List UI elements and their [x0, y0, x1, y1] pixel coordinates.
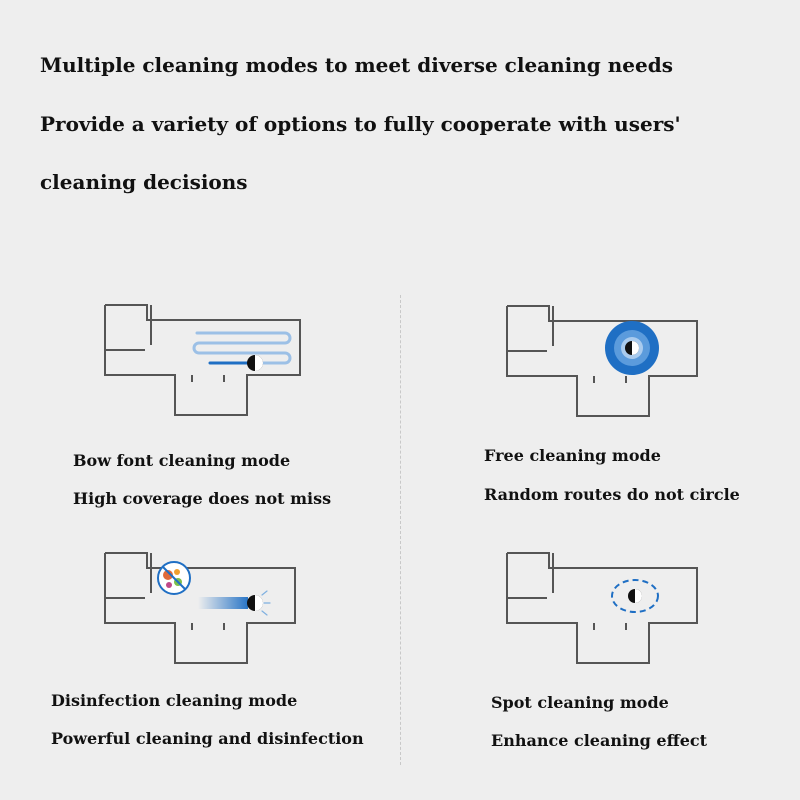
- mode-name: Bow font cleaning mode: [73, 451, 291, 470]
- mode-free: [462, 298, 800, 538]
- mode-disinfection: [51, 545, 420, 785]
- germ-blocked-icon: [158, 562, 190, 594]
- spot-floorplan-icon: [462, 545, 712, 670]
- headline-line-2: Provide a variety of options to fully cooperate with users': [40, 112, 681, 136]
- mode-name: Spot cleaning mode: [491, 693, 669, 712]
- mode-description: Enhance cleaning effect: [491, 731, 708, 750]
- headline-line-3: cleaning decisions: [40, 170, 248, 194]
- bow-path-floorplan-icon: [60, 300, 310, 425]
- mode-description: Random routes do not circle: [484, 485, 740, 504]
- random-path-floorplan-icon: [462, 298, 712, 423]
- mode-name: Free cleaning mode: [484, 446, 661, 465]
- mode-description: Powerful cleaning and disinfection: [51, 729, 364, 748]
- disinfection-floorplan-icon: [60, 545, 310, 670]
- mode-description: High coverage does not miss: [73, 489, 332, 508]
- mode-bow-font: [60, 300, 420, 540]
- mode-spot: [462, 545, 800, 785]
- mode-name: Disinfection cleaning mode: [51, 691, 298, 710]
- headline-line-1: Multiple cleaning modes to meet diverse cleaning needs: [40, 53, 673, 77]
